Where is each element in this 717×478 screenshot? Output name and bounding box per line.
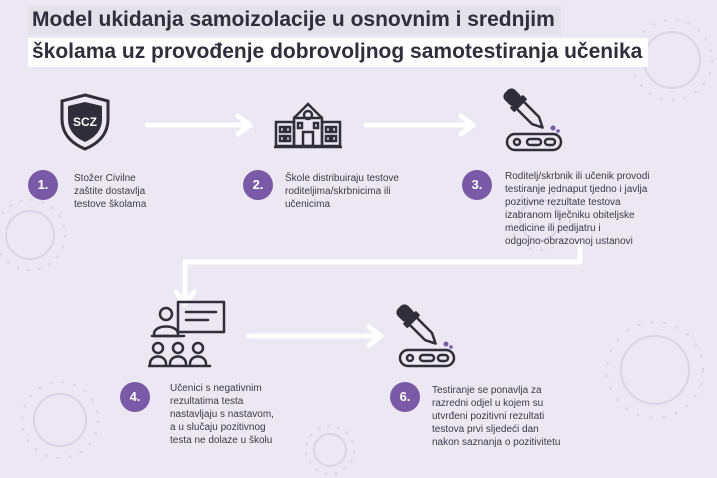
- school-building-icon: [272, 98, 344, 150]
- arrow-3-to-4: [185, 245, 580, 300]
- dropper-test-icon: [497, 82, 569, 154]
- step-3-badge: 3.: [462, 170, 492, 200]
- step-6-text: Testiranje se ponavlja za razredni odjel u kojem su utvrđeni pozitivni rezultati testova prvi sljedeći dan nakon saznanja o pozitivitetu: [432, 385, 561, 448]
- shield-label: SCZ: [73, 115, 97, 129]
- title-line-2: školama uz provođenje dobrovoljnog samotestiranja učenika: [28, 38, 648, 67]
- step-4-text: Učenici s negativnim rezultatima testa nastavljaju s nastavom, a u slučaju pozitivnog testa ne dolaze u školu: [170, 383, 274, 446]
- step-1-text: Stožer Civilne zaštite dostavlja testove školama: [74, 173, 147, 210]
- dropper-test-icon: [390, 298, 462, 370]
- step-1-badge: 1.: [28, 170, 58, 200]
- step-2-text: Škole distribuiraju testove roditeljima/skrbnicima ili učenicima: [285, 173, 399, 210]
- step-4-badge: 4.: [120, 382, 150, 412]
- step-6-badge: 6.: [390, 382, 420, 412]
- shield-scz-icon: [56, 92, 114, 152]
- step-3-text: Roditelj/skrbnik ili učenik provodi testiranje jednaput tjedno i javlja pozitivne rezultate testova izabranom liječniku obiteljske medicine ili pedijatru i odgojno-obrazovnoj ustanovi: [505, 171, 650, 247]
- step-2-badge: 2.: [243, 170, 273, 200]
- classroom-teacher-icon: [148, 298, 228, 370]
- title-line-1: Model ukidanja samoizolacije u osnovnim i srednjim: [28, 6, 561, 35]
